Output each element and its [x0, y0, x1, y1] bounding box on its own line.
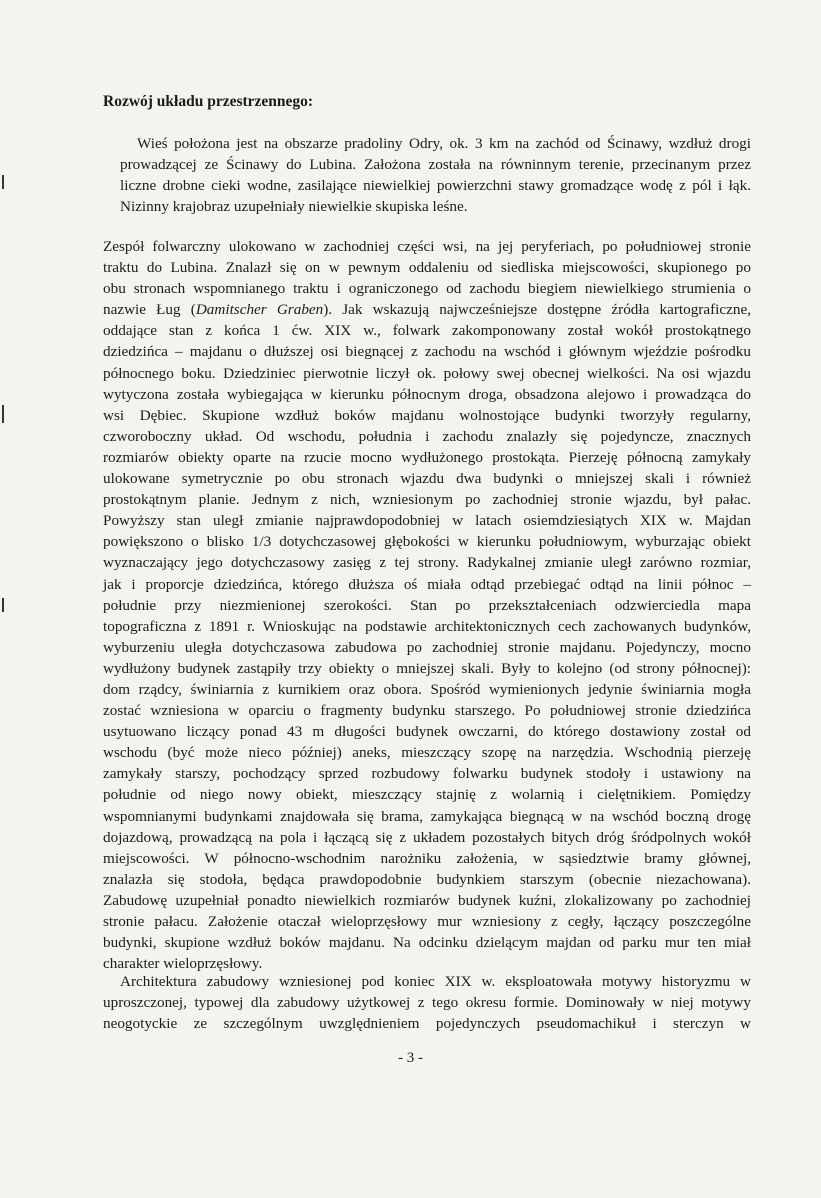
paragraph-3: [103, 971, 751, 1034]
scan-edge-mark: [2, 598, 4, 612]
text-line: budynki, skupione wzdłuż boków majdanu. Na odcinku dzielącym majdan od parku mur ten miał: [103, 934, 751, 952]
text-line: Wieś położona jest na obszarze pradoliny Odry, ok. 3 km na zachód od Ścinawy, wzdłuż drogi: [137, 135, 751, 152]
page-number: - 3 -: [398, 1050, 423, 1066]
scan-edge-mark: [2, 405, 4, 423]
paragraph-2: [103, 236, 751, 974]
text-line: dojazdową, prowadzącą na pola i łączącą się z układem pozostałych bitych dróg śródpolnych wokół: [103, 828, 751, 846]
text-line: Architektura zabudowy wzniesionej pod koniec XIX w. eksploatowała motywy historyzmu w: [120, 973, 751, 990]
text-line: miejscowości. W północno-wschodnim narożniku założenia, w sąsiedztwie bramy głównej,: [103, 849, 751, 867]
text-line: Nizinny krajobraz uzupełniały niewielkie skupiska leśne.: [120, 198, 468, 216]
section-heading: Rozwój układu przestrzennego:: [103, 93, 314, 110]
text-line: oddające stan z końca 1 ćw. XIX w., folwark zakomponowany został wokół prostokątnego: [103, 322, 751, 340]
text-line: południe przy niezmienionej szerokości. Stan po przekształceniach odzwierciedla mapa: [103, 596, 751, 614]
text-line: czworoboczny układ. Od wschodu, południa i zachodu znalazły się pojedyncze, znacznych: [103, 427, 751, 445]
text-line: powiększono o blisko 1/3 dotychczasowej głębokości w kierunku południowym, wyburzając obiekt: [103, 533, 751, 551]
text-line: stronie pałacu. Założenie otaczał wieloprzęsłowy mur wzniesiony z cegły, łączący poszczególne: [103, 913, 751, 930]
text-line: liczne drobne cieki wodne, zasilające niewielkiej powierzchni stawy gromadzące wodę z pól i łąk.: [120, 177, 751, 195]
text-line: wyznaczający jego dotychczasowy zasięg z tej strony. Radykalnej zmianie uległ zarówno rozmiar,: [103, 554, 751, 572]
text-line: wspomnianymi budynkami znajdowała się brama, zamykająca biegnącą w na wschód boczną drogę: [103, 807, 751, 825]
text-line: zostać wzniesiona w oparciu o fragmenty budynku starszego. Po południowej stronie dziedzińca: [103, 702, 751, 720]
text-line: Powyższy stan uległ zmianie najprawdopodobniej w latach osiemdziesiątych XIX w. Majdan: [103, 512, 751, 530]
text-line: uproszczonej, typowej dla zabudowy użytkowej z tego okresu formie. Dominowały w niej motywy: [103, 994, 751, 1012]
text-line: rozmiarów obiekty oparte na rzucie mocno wydłużonego prostokąta. Pierzeję północną zamykały: [103, 448, 751, 466]
text-line: dziedzińca – majdanu o dłuższej osi biegnącej z zachodu na wschód i głównym wjeździe pośrodku: [103, 343, 751, 361]
text-line: dom rządcy, świniarnia z kurnikiem oraz obora. Spośród wymienionych jedynie świniarnia mogła: [103, 680, 751, 698]
italic-name: Damitscher Graben: [195, 301, 324, 319]
text-line: traktu do Lubina. Znalazł się on w pewnym oddaleniu od siedliska miejscowości, skupionego po: [103, 259, 751, 277]
text-line: jak i proporcje dziedzińca, którego dłuższa oś miała odtąd przebiegać odtąd na linii północ –: [103, 575, 751, 593]
text-line: wsi Dębiec. Skupione wzdłuż boków majdanu wolnostojące budynki tworzyły regularny,: [103, 406, 751, 424]
text-line: znalazła się stodoła, będąca prawdopodobnie budynkiem starszym (obecnie niezachowana).: [103, 870, 751, 888]
text-line: usytuowano liczący ponad 43 m długości budynek owczarni, do którego dostawiony został od: [103, 723, 751, 741]
text-line: wschodu (być może nieco później) aneks, mieszczący szopę na narzędzia. Wschodnią pierzeję: [103, 744, 751, 762]
text-line: charakter wieloprzęsłowy.: [103, 955, 263, 973]
text-line: prostokątnym planie. Jednym z nich, wzniesionym po zachodniej stronie wjazdu, był pałac.: [103, 491, 751, 509]
paragraph-1: [103, 133, 751, 217]
text-line: wydłużony budynek zastąpiły trzy obiekty o mniejszej skali. Były to kolejno (od strony północnej):: [103, 659, 751, 677]
text-line: topograficzna z 1891 r. Wnioskując na podstawie architektonicznych cech zachowanych budynków,: [103, 617, 751, 635]
text-line: zamykały starszy, pochodzący sprzed rozbudowy folwarku budynek stodoły i ustawiony na: [103, 765, 751, 783]
text-line: północnego boku. Dziedziniec pierwotnie liczył ok. połowy swej obecnej wielkości. Na osi wjazdu: [103, 364, 751, 382]
text-line: wyburzeniu uległa dotychczasowa zabudowa po zachodniej stronie majdanu. Pojedynczy, mocno: [103, 638, 751, 656]
scan-edge-mark: [2, 175, 4, 189]
text-line: Zabudowę uzupełniał ponadto niewielkich rozmiarów budynek kuźni, zlokalizowany po zachodniej: [103, 891, 751, 909]
text-line: południe od niego nowy obiekt, mieszczący stajnię z wolarnią i cielętnikiem. Pomiędzy: [103, 786, 751, 804]
text-line: neogotyckie ze szczególnym uwzględnieniem pojedynczych pseudomachikuł i sterczyn w: [103, 1015, 751, 1033]
text-line: Zespół folwarczny ulokowano w zachodniej części wsi, na jej peryferiach, po południowej stronie: [103, 238, 751, 255]
text-line: obu stronach wspomnianego traktu i ograniczonego od zachodu biegiem niewielkiego strumienia o: [103, 280, 751, 298]
text-line: ulokowane symetrycznie po obu stronach wjazdu dwa budynki o mniejszej skali i również: [103, 470, 751, 488]
text-line: prowadzącej ze Ścinawy do Lubina. Założona została na równinnym terenie, przecinanym przez: [120, 156, 751, 174]
text-line: wytyczona została wybiegająca w kierunku północnym droga, obsadzona alejowo i prowadząca do: [103, 385, 751, 403]
text-line: nazwie Ług (Damitscher Graben). Jak wskazują najwcześniejsze dostępne źródła kartograficzne,: [103, 301, 751, 319]
